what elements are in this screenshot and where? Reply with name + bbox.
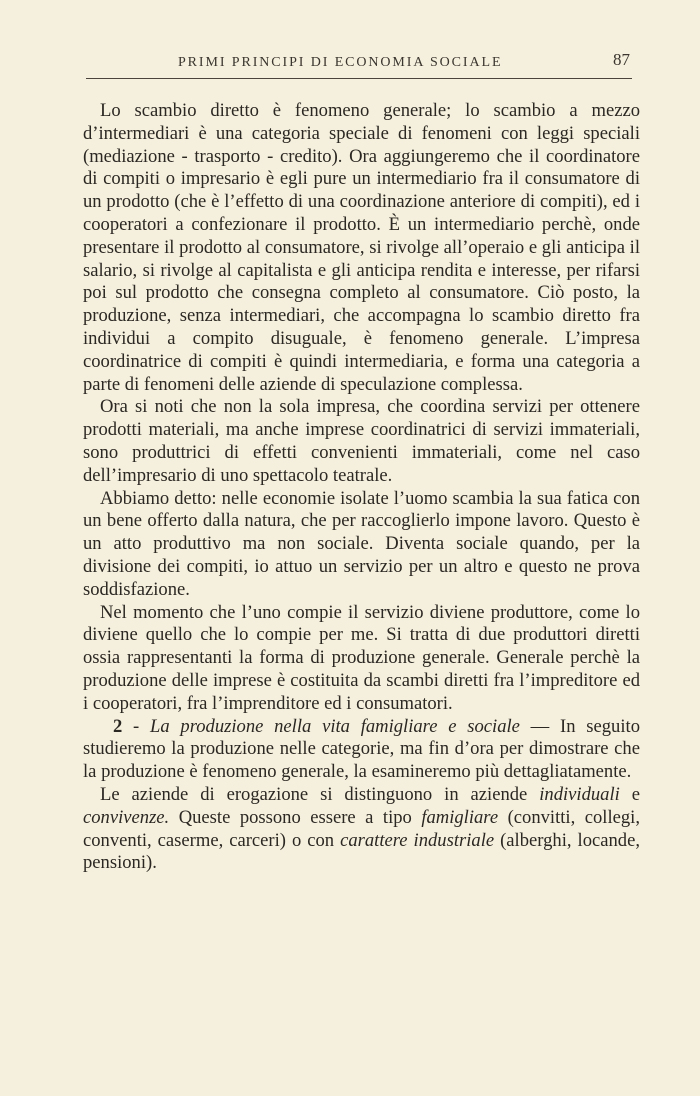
italic-term: convivenze. xyxy=(83,806,170,828)
paragraph: Ora si noti che non la sola impresa, che coordina servizi per ottenere prodotti materiali, ma anche imprese coordinatrici di servizi immateriali, sono produttrici di effetti convenienti immateriali, come nel caso dell’impresario di uno spettacolo teatrale. xyxy=(83,396,640,486)
section-text: In seguito studieremo la produzione nelle categorie, ma fin d’ora per dimostrare che la produzione è fenomeno generale, la esamineremo più dettagliatamente. xyxy=(83,715,640,783)
section-number: 2 xyxy=(113,715,123,737)
page-number: 87 xyxy=(613,50,630,69)
section-paragraph xyxy=(83,716,640,784)
section-title: La produzione nella vita famigliare e sociale xyxy=(150,715,520,737)
italic-term: famigliare xyxy=(421,806,499,828)
paragraph: Nel momento che l’uno compie il servizio diviene produttore, come lo diviene quello che lo compie per me. Si tratta di due produttori diretti ossia rappresentanti la forma di produzione generale. Generale perchè la produzione delle imprese è costituita da scambi diretti fra l’impreditore ed i cooperatori, fra l’imprenditore ed i consumatori. xyxy=(83,601,640,714)
paragraph: Lo scambio diretto è fenomeno generale; lo scambio a mezzo d’intermediari è una categoria speciale di fenomeni con leggi speciali (mediazione - trasporto - credito). Ora aggiungeremo che il coordinatore di compiti o impresario è egli pure un intermediario fra il consumatore di un prodotto (che è l’effetto di una coordinazione anteriore di compiti), ed i cooperatori a confezionare il prodotto. È un intermediario perchè, onde presentare il prodotto al consumatore, si rivolge all’operaio e gli anticipa il salario, si rivolge al capitalista e gli anticipa rendita e interesse, per rifarsi poi sul prodotto che consegna completo al consumatore. Ciò posto, la produzione, senza intermediari, che accompagna lo scambio diretto fra individui a compito disuguale, è fenomeno generale. L’impresa coordinatrice di compiti è quindi intermediaria, e forma una categoria a parte di fenomeni delle aziende di speculazione complessa. xyxy=(83,100,640,395)
section-dash: — xyxy=(519,715,561,737)
running-title: PRIMI PRINCIPI DI ECONOMIA SOCIALE xyxy=(178,55,503,70)
text-run: (alberghi, locande, pensioni). xyxy=(83,829,640,874)
section-separator: - xyxy=(122,715,150,737)
text-run: (convitti, collegi, conventi, caserme, carceri) o con xyxy=(83,806,640,851)
paragraph xyxy=(83,784,640,875)
text-run: Queste possono essere a tipo xyxy=(169,806,422,828)
text-run: Le aziende di erogazione si distinguono in aziende xyxy=(100,783,540,805)
text-run: e xyxy=(619,783,640,805)
running-header xyxy=(86,52,632,79)
paragraph: Abbiamo detto: nelle economie isolate l’uomo scambia la sua fatica con un bene offerto dalla natura, che per raccoglierlo impone lavoro. Questo è un atto produttivo ma non sociale. Diventa sociale quando, per la divisione dei compiti, io attuo un servizio per un altro e questo ne prova soddisfazione. xyxy=(83,487,640,600)
body-text xyxy=(83,100,640,875)
italic-term: carattere industriale xyxy=(340,829,495,851)
italic-term: individuali xyxy=(539,783,620,805)
